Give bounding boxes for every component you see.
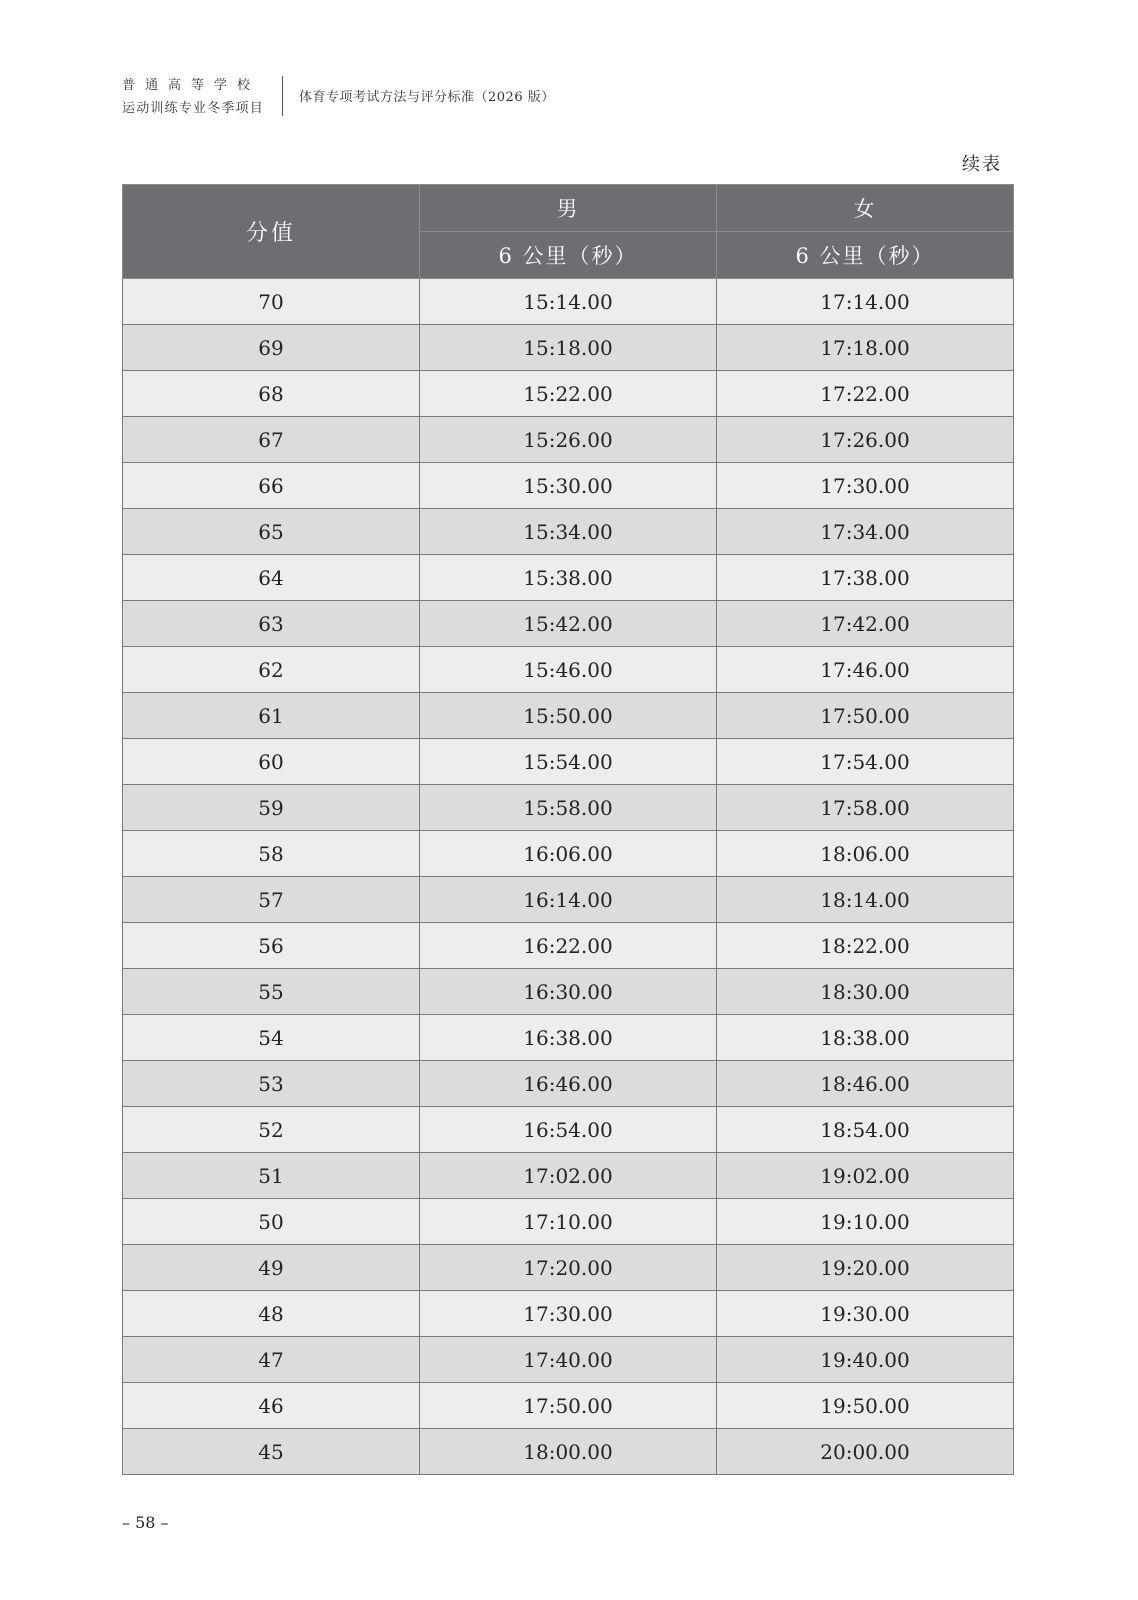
table-row: [123, 555, 1014, 601]
score-cell: 64: [123, 555, 420, 601]
table-row: [123, 969, 1014, 1015]
female-time-cell: 19:40.00: [717, 1337, 1014, 1383]
score-column-header: 分值: [123, 185, 420, 279]
male-time-cell: 15:30.00: [420, 463, 717, 509]
male-time-cell: 17:30.00: [420, 1291, 717, 1337]
score-cell: 55: [123, 969, 420, 1015]
page-number: – 58 –: [122, 1513, 169, 1532]
male-time-cell: 15:14.00: [420, 279, 717, 325]
score-cell: 48: [123, 1291, 420, 1337]
table-row: [123, 1153, 1014, 1199]
female-time-cell: 17:30.00: [717, 463, 1014, 509]
male-time-cell: 17:10.00: [420, 1199, 717, 1245]
score-cell: 53: [123, 1061, 420, 1107]
score-cell: 67: [123, 417, 420, 463]
table-row: [123, 509, 1014, 555]
male-time-cell: 15:38.00: [420, 555, 717, 601]
score-cell: 61: [123, 693, 420, 739]
male-time-cell: 16:22.00: [420, 923, 717, 969]
table-row: [123, 831, 1014, 877]
table-row: [123, 1383, 1014, 1429]
header-title: 体育专项考试方法与评分标准（2026 版）: [299, 90, 555, 105]
score-cell: 45: [123, 1429, 420, 1475]
female-time-cell: 19:50.00: [717, 1383, 1014, 1429]
score-cell: 70: [123, 279, 420, 325]
table-row: [123, 1291, 1014, 1337]
female-time-cell: 18:30.00: [717, 969, 1014, 1015]
female-time-cell: 18:22.00: [717, 923, 1014, 969]
score-cell: 51: [123, 1153, 420, 1199]
male-time-cell: 16:54.00: [420, 1107, 717, 1153]
female-time-cell: 19:30.00: [717, 1291, 1014, 1337]
male-time-cell: 16:14.00: [420, 877, 717, 923]
table-row: [123, 1199, 1014, 1245]
male-time-cell: 18:00.00: [420, 1429, 717, 1475]
female-time-cell: 18:46.00: [717, 1061, 1014, 1107]
table-row: [123, 1107, 1014, 1153]
table-row: [123, 647, 1014, 693]
header-divider: [282, 76, 283, 116]
score-cell: 66: [123, 463, 420, 509]
male-time-cell: 16:30.00: [420, 969, 717, 1015]
score-cell: 60: [123, 739, 420, 785]
male-time-cell: 16:38.00: [420, 1015, 717, 1061]
table-row: [123, 1337, 1014, 1383]
header-line-1: 普通高等学校: [122, 78, 261, 93]
male-column-header: 男: [420, 185, 717, 232]
table-row: [123, 1061, 1014, 1107]
table-row: [123, 463, 1014, 509]
female-column-header: 女: [717, 185, 1014, 232]
female-time-cell: 17:34.00: [717, 509, 1014, 555]
female-time-cell: 17:50.00: [717, 693, 1014, 739]
female-time-cell: 17:22.00: [717, 371, 1014, 417]
female-time-cell: 17:58.00: [717, 785, 1014, 831]
table-row: [123, 325, 1014, 371]
female-time-cell: 18:38.00: [717, 1015, 1014, 1061]
male-time-cell: 16:06.00: [420, 831, 717, 877]
table-header: [123, 185, 1014, 279]
header-book-series: [122, 76, 264, 118]
female-subheader: 6 公里（秒）: [717, 232, 1014, 279]
male-time-cell: 15:50.00: [420, 693, 717, 739]
female-time-cell: 18:14.00: [717, 877, 1014, 923]
female-time-cell: 17:42.00: [717, 601, 1014, 647]
table-row: [123, 371, 1014, 417]
male-time-cell: 17:20.00: [420, 1245, 717, 1291]
male-time-cell: 16:46.00: [420, 1061, 717, 1107]
male-time-cell: 17:50.00: [420, 1383, 717, 1429]
female-time-cell: 17:26.00: [717, 417, 1014, 463]
male-time-cell: 15:42.00: [420, 601, 717, 647]
score-cell: 46: [123, 1383, 420, 1429]
table-row: [123, 1429, 1014, 1475]
score-cell: 68: [123, 371, 420, 417]
score-cell: 63: [123, 601, 420, 647]
table-row: [123, 1015, 1014, 1061]
female-time-cell: 19:10.00: [717, 1199, 1014, 1245]
male-time-cell: 17:02.00: [420, 1153, 717, 1199]
male-time-cell: 15:22.00: [420, 371, 717, 417]
female-time-cell: 18:54.00: [717, 1107, 1014, 1153]
score-cell: 62: [123, 647, 420, 693]
female-time-cell: 17:46.00: [717, 647, 1014, 693]
table-row: [123, 417, 1014, 463]
table-row: [123, 739, 1014, 785]
table-row: [123, 785, 1014, 831]
male-time-cell: 15:18.00: [420, 325, 717, 371]
male-time-cell: 15:58.00: [420, 785, 717, 831]
male-time-cell: 15:46.00: [420, 647, 717, 693]
score-cell: 58: [123, 831, 420, 877]
table-row: [123, 279, 1014, 325]
table-row: [123, 877, 1014, 923]
female-time-cell: 19:02.00: [717, 1153, 1014, 1199]
table-row: [123, 1245, 1014, 1291]
table-body: [123, 279, 1014, 1475]
table-row: [123, 923, 1014, 969]
score-cell: 52: [123, 1107, 420, 1153]
male-time-cell: 15:54.00: [420, 739, 717, 785]
male-subheader: 6 公里（秒）: [420, 232, 717, 279]
score-cell: 47: [123, 1337, 420, 1383]
female-time-cell: 17:54.00: [717, 739, 1014, 785]
continued-table-label: 续表: [962, 154, 1002, 175]
score-cell: 49: [123, 1245, 420, 1291]
female-time-cell: 17:38.00: [717, 555, 1014, 601]
female-time-cell: 17:18.00: [717, 325, 1014, 371]
score-table: [122, 184, 1014, 1475]
score-cell: 50: [123, 1199, 420, 1245]
score-cell: 59: [123, 785, 420, 831]
header-line-2: 运动训练专业冬季项目: [122, 101, 265, 116]
score-cell: 54: [123, 1015, 420, 1061]
running-header: [122, 76, 555, 118]
male-time-cell: 15:26.00: [420, 417, 717, 463]
female-time-cell: 20:00.00: [717, 1429, 1014, 1475]
female-time-cell: 17:14.00: [717, 279, 1014, 325]
score-cell: 69: [123, 325, 420, 371]
score-cell: 65: [123, 509, 420, 555]
score-cell: 57: [123, 877, 420, 923]
male-time-cell: 15:34.00: [420, 509, 717, 555]
score-cell: 56: [123, 923, 420, 969]
table-row: [123, 601, 1014, 647]
female-time-cell: 19:20.00: [717, 1245, 1014, 1291]
female-time-cell: 18:06.00: [717, 831, 1014, 877]
table-row: [123, 693, 1014, 739]
male-time-cell: 17:40.00: [420, 1337, 717, 1383]
